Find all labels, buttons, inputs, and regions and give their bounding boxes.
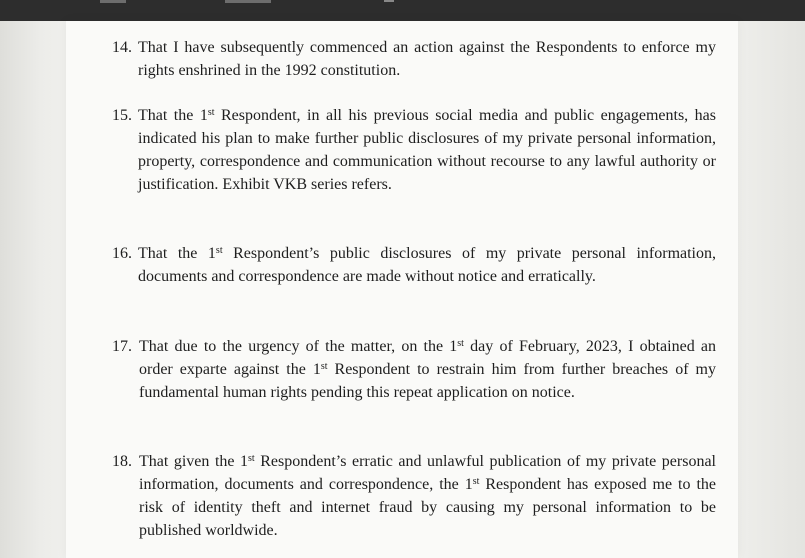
paragraph-number: 16. <box>112 245 132 262</box>
paragraph-number: 17. <box>112 338 132 355</box>
paragraph-14 <box>112 36 716 82</box>
paragraph-number: 14. <box>112 39 132 56</box>
paragraph-text: That I have subsequently commenced an action against the Respondents to enforce my rights enshrined in the 1992 constitution. <box>138 39 716 79</box>
toolbar-control-middle[interactable] <box>225 0 271 3</box>
paragraph-15 <box>112 104 716 196</box>
toolbar-control-right[interactable] <box>384 0 394 2</box>
viewer-toolbar <box>0 0 805 21</box>
paragraph-text: That the 1st Respondent, in all his previous social media and public engagements, has indicated his plan to make further public disclosures of my private personal information, property, correspondence and communication without recourse to any lawful authority or justification. Exhibit VKB series refers. <box>138 107 716 193</box>
paragraph-16 <box>112 242 716 288</box>
paragraph-text: That the 1st Respondent’s public disclosures of my private personal information, documents and correspondence are made without notice and erratically. <box>138 245 717 285</box>
paragraph-text: That due to the urgency of the matter, on the 1st day of February, 2023, I obtained an order exparte against the 1st Respondent to restrain him from further breaches of my fundamental human rights pending this repeat application on notice. <box>139 338 717 401</box>
paragraph-17 <box>112 335 716 404</box>
paragraph-18 <box>112 450 716 542</box>
toolbar-control-left[interactable] <box>100 0 126 3</box>
paragraph-number: 15. <box>112 107 132 124</box>
paragraph-number: 18. <box>112 453 132 470</box>
paragraph-text: That given the 1st Respondent’s erratic and unlawful publication of my private personal information, documents and correspondence, the 1st Respondent has exposed me to the risk of identity theft and internet fraud by causing my personal information to be published worldwide. <box>139 453 717 539</box>
